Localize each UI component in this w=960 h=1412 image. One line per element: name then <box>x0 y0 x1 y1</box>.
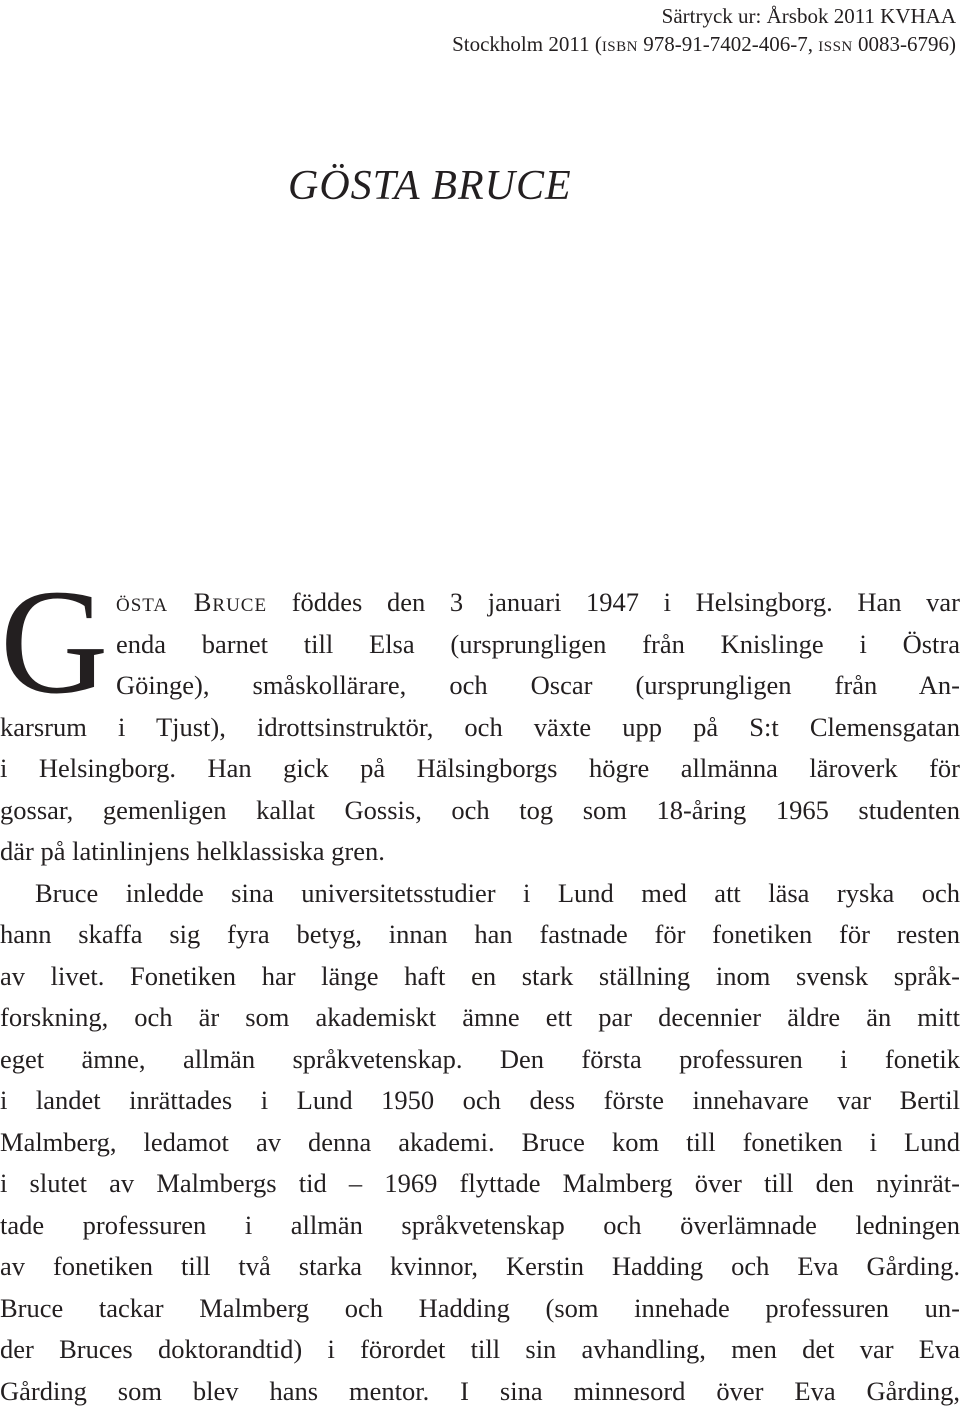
body-line: forskning, och är som akademiskt ämne ett par decennier äldre än mitt <box>0 997 960 1039</box>
drop-cap: G <box>0 577 108 707</box>
body-line: der Bruces doktorandtid) i förordet till sin avhandling, men det var Eva <box>0 1329 960 1371</box>
body-line: Malmberg, ledamot av denna akademi. Bruce kom till fonetiken i Lund <box>0 1122 960 1164</box>
body-line: karsrum i Tjust), idrottsinstruktör, och växte upp på S:t Clemensgatan <box>0 707 960 749</box>
body-line: tade professuren i allmän språkvetenskap och överlämnade ledningen <box>0 1205 960 1247</box>
body-line: Bruce tackar Malmberg och Hadding (som innehade professuren un- <box>0 1288 960 1330</box>
body-line: av livet. Fonetiken har länge haft en stark ställning inom svensk språk- <box>0 956 960 998</box>
body-line: i landet inrättades i Lund 1950 och dess förste innehavare var Bertil <box>0 1080 960 1122</box>
reprint-source: Särtryck ur: Årsbok 2011 <box>662 4 881 28</box>
article-body <box>0 582 960 1412</box>
body-line: eget ämne, allmän språkvetenskap. Den första professuren i fonetik <box>0 1039 960 1081</box>
reprint-place-year: Stockholm 2011 ( <box>452 32 602 56</box>
body-line: gossar, gemenligen kallat Gossis, och tog som 18-åring 1965 studenten <box>0 790 960 832</box>
body-line: i Helsingborg. Han gick på Hälsingborgs högre allmänna läroverk för <box>0 748 960 790</box>
page-title: GÖSTA BRUCE <box>288 158 572 214</box>
body-line: där på latinlinjens helklassiska gren. <box>0 831 960 873</box>
body-line: av fonetiken till två starka kvinnor, Kerstin Hadding och Eva Gårding. <box>0 1246 960 1288</box>
body-line <box>0 582 960 624</box>
reprint-publication-line <box>452 30 956 58</box>
isbn-label: isbn <box>602 32 638 56</box>
body-line: Bruce inledde sina universitetsstudier i Lund med att läsa ryska och <box>0 873 960 915</box>
subject-name: östa Bruce <box>116 587 267 617</box>
body-line: Gårding som blev hans mentor. I sina minnesord över Eva Gårding, <box>0 1371 960 1412</box>
issn-label: issn <box>818 32 853 56</box>
body-line: i slutet av Malmbergs tid – 1969 flyttade Malmberg över till den nyinrät- <box>0 1163 960 1205</box>
body-line: Göinge), småskollärare, och Oscar (ursprungligen från An- <box>0 665 960 707</box>
reprint-org: KVHAA <box>880 4 956 28</box>
isbn-number: 978-91-7402-406-7, <box>638 32 818 56</box>
issn-number: 0083-6796) <box>853 32 956 56</box>
body-line: hann skaffa sig fyra betyg, innan han fastnade för fonetiken för resten <box>0 914 960 956</box>
reprint-source-line <box>452 2 956 30</box>
body-line-text: föddes den 3 januari 1947 i Helsingborg. Han var <box>267 587 960 617</box>
reprint-notice <box>452 2 956 58</box>
body-line: enda barnet till Elsa (ursprungligen från Knislinge i Östra <box>0 624 960 666</box>
